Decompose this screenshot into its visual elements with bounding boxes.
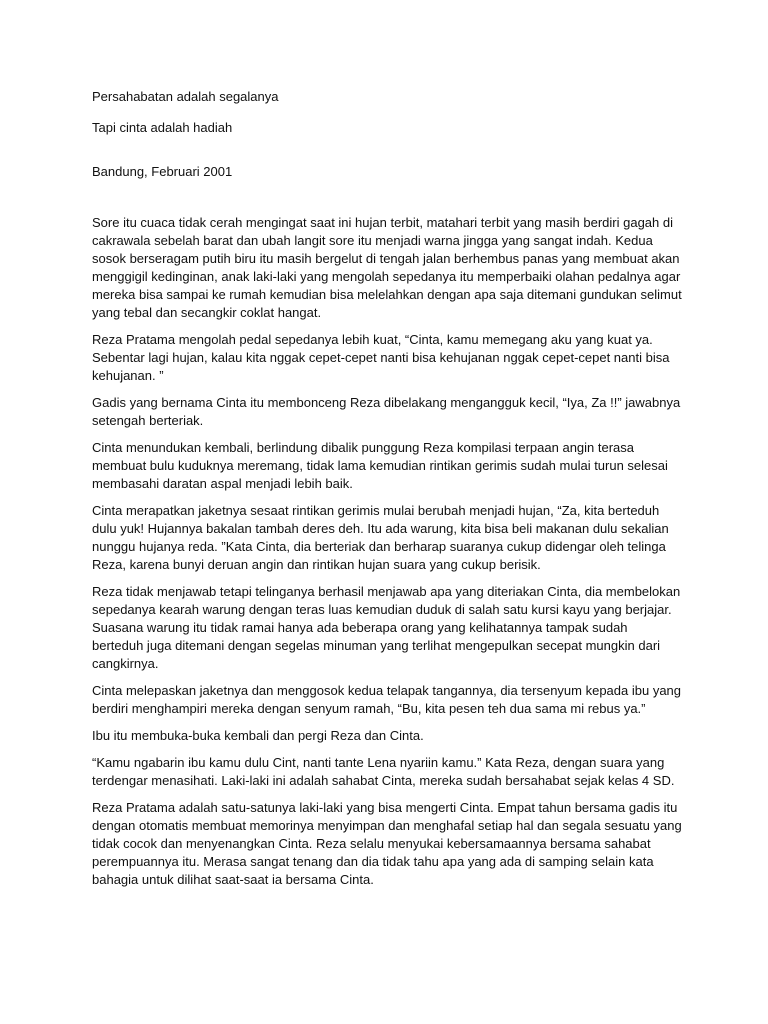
paragraph-9: “Kamu ngabarin ibu kamu dulu Cint, nanti tante Lena nyariin kamu.” Kata Reza, dengan suara yang terdengar menasihati. Laki-laki ini adalah sahabat Cinta, mereka sudah bersahabat sejak kelas 4 SD. xyxy=(92,755,675,788)
spacer xyxy=(92,150,682,163)
paragraph-10: Reza Pratama adalah satu-satunya laki-laki yang bisa mengerti Cinta. Empat tahun bersama gadis itu dengan otomatis membuat memorinya menyimpan dan menghafal setiap hal dan segala sesuatu yang tidak cocok dan menyenangkan Cinta. Reza selalu menyukai kebersamaannya bersama sahabat perempuannya itu. Merasa sangat tenang dan dia tidak tahu apa yang ada di samping selain kata bahagia untuk dilihat saat-saat ia bersama Cinta. xyxy=(92,800,682,887)
paragraph-7: Cinta melepaskan jaketnya dan menggosok kedua telapak tangannya, dia tersenyum kepada ibu yang berdiri menghampiri mereka dengan senyum ramah, “Bu, kita pesen teh dua sama mi rebus ya.” xyxy=(92,683,682,716)
paragraph-2: Reza Pratama mengolah pedal sepedanya lebih kuat, “Cinta, kamu memegang aku yang kuat ya. Sebentar lagi hujan, kalau kita nggak cepet-cepet nanti bisa kehujanan nggak cepet-cepet nanti bisa kehujanan. ” xyxy=(92,332,670,383)
place-date: Bandung, Februari 2001 xyxy=(92,164,233,179)
paragraph-6: Reza tidak menjawab tetapi telinganya berhasil menjawab apa yang diteriakan Cinta, dia membelokan sepedanya kearah warung dengan teras luas kemudian duduk di salah satu kursi kayu yang berjajar. Suasana warung itu tidak ramai hanya ada beberapa orang yang kelihatannya tampak sudah berteduh juga ditemani dengan segelas minuman yang terlihat mengepulkan secepat mungkin dari cangkirnya. xyxy=(92,584,681,671)
paragraph-8: Ibu itu membuka-buka kembali dan pergi Reza dan Cinta. xyxy=(92,728,424,743)
document-page xyxy=(92,88,682,898)
paragraph-3: Gadis yang bernama Cinta itu membonceng Reza dibelakang mengangguk kecil, “Iya, Za !!” jawabnya setengah berteriak. xyxy=(92,395,681,428)
heading-line-2: Tapi cinta adalah hadiah xyxy=(92,120,233,135)
paragraph-4: Cinta menundukan kembali, berlindung dibalik punggung Reza kompilasi terpaan angin terasa membuat bulu kuduknya meremang, tidak lama kemudian rintikan gerimis sudah mulai turun selesai membasahi daratan aspal menjadi lebih baik. xyxy=(92,440,668,491)
paragraph-5: Cinta merapatkan jaketnya sesaat rintikan gerimis mulai berubah menjadi hujan, “Za, kita berteduh dulu yuk! Hujannya bakalan tambah deres deh. Itu ada warung, kita bisa beli makanan dulu sekalian nunggu hujanya reda. ”Kata Cinta, dia berteriak dan berharap suaranya cukup didengar oleh telinga Reza, karena bunyi deruan angin dan rintikan hujan suara yang cukup berisik. xyxy=(92,503,669,572)
heading-line-1: Persahabatan adalah segalanya xyxy=(92,89,279,104)
paragraph-1: Sore itu cuaca tidak cerah mengingat saat ini hujan terbit, matahari terbit yang masih berdiri gagah di cakrawala sebelah barat dan ubah langit sore itu menjadi warna jingga yang sangat indah. Kedua sosok berseragam putih biru itu masih bergelut di tengah jalan berhembus panas yang membuat akan menggigil kedinginan, anak laki-laki yang mengolah sepedanya itu memperbaiki olahan pedalnya agar mereka bisa sampai ke rumah kemudian bisa melelahkan dengan apa saja ditemani gundukan selimut yang tebal dan secangkir coklat hangat. xyxy=(92,215,682,320)
spacer xyxy=(92,194,682,214)
